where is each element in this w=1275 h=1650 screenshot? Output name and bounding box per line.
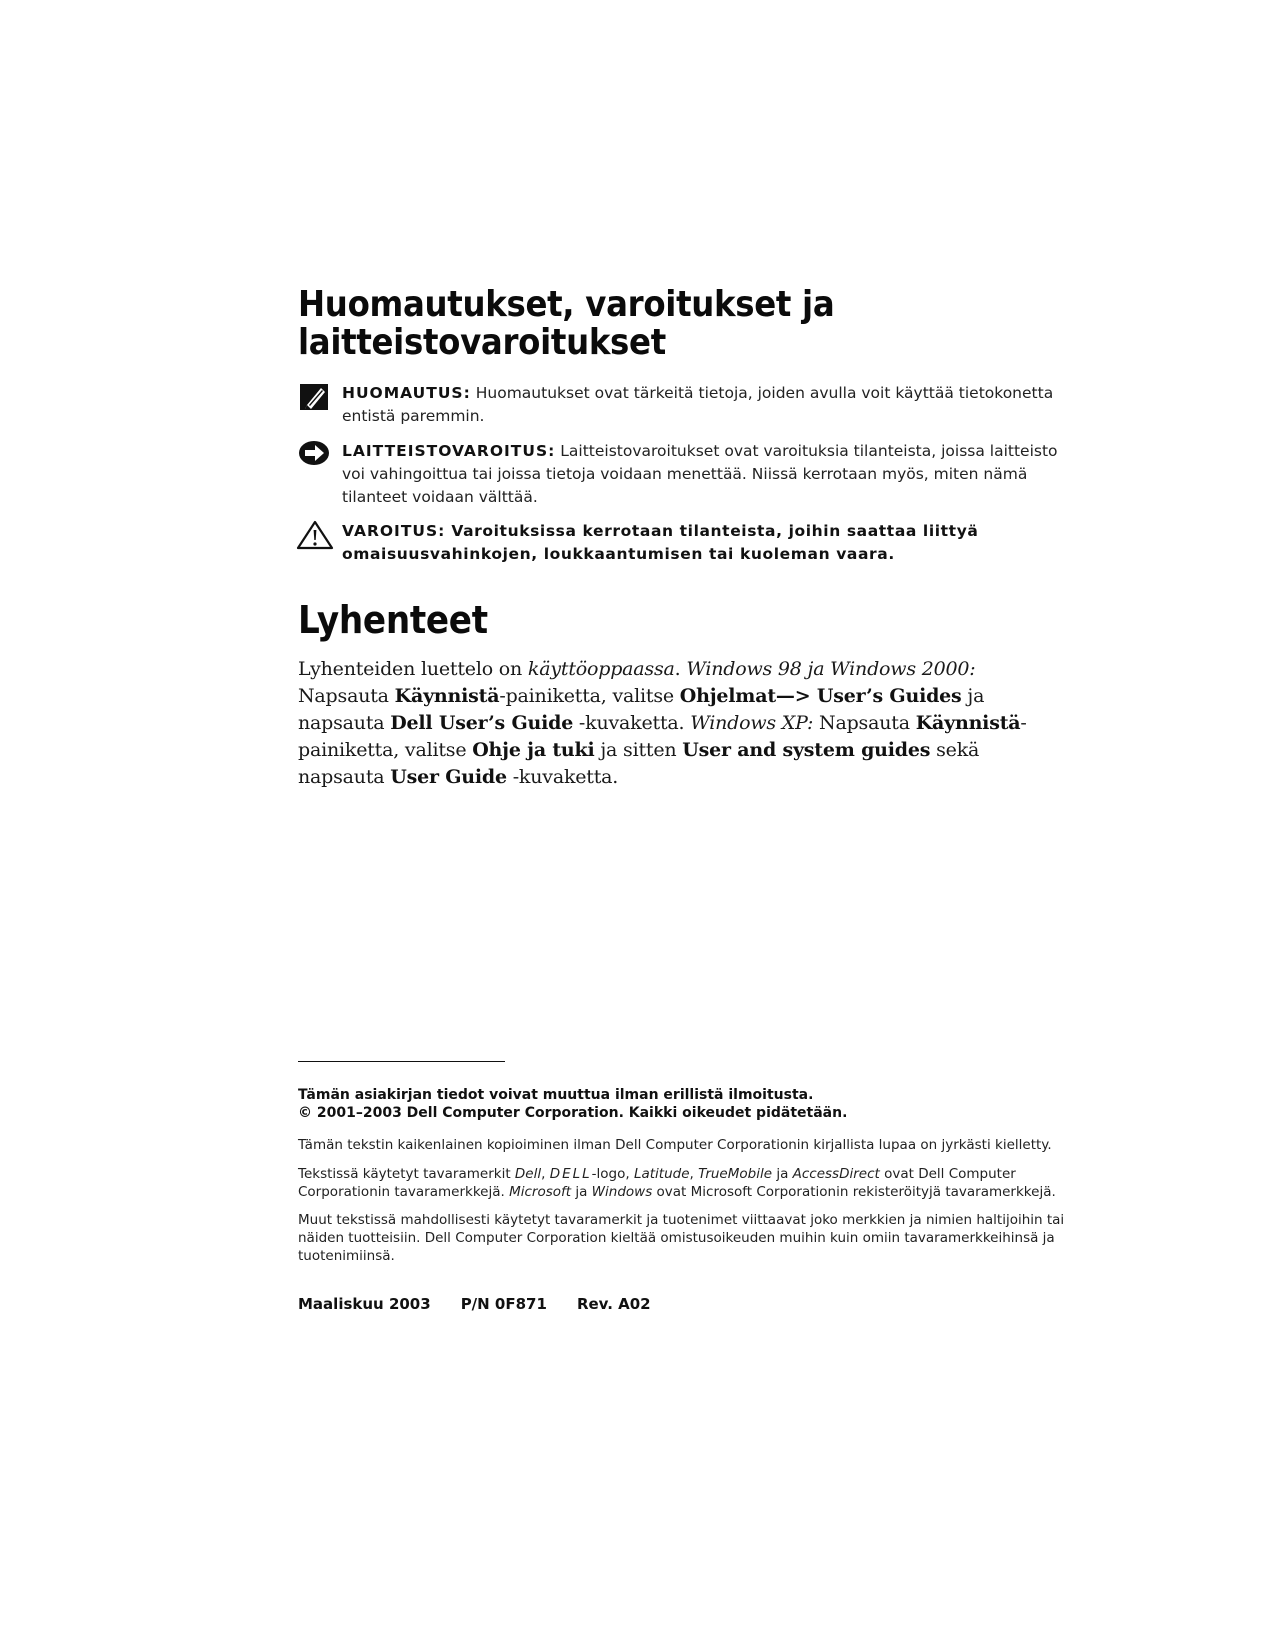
note-text: Huomautukset ovat tärkeitä tietoja, joiden avulla voit käyttää tietokonetta entistä paremmin.	[342, 384, 1054, 425]
part-number: P/N 0F871	[460, 1295, 547, 1313]
copy-prohibited-text: Tämän tekstin kaikenlainen kopioiminen ilman Dell Computer Corporationin kirjallista lupaa on jyrkästi kielletty.	[298, 1137, 1052, 1153]
note-pencil-icon	[298, 382, 332, 412]
document-meta	[298, 1295, 651, 1313]
trademarks-text: Tekstissä käytetyt tavaramerkit Dell, DELL-logo, Latitude, TrueMobile ja AccessDirect ovat Dell Computer Corporationin tavaramerkkejä. Microsoft ja Windows ovat Microsoft Corporationin rekisteröityjä tavaramerkkejä.	[298, 1166, 1056, 1200]
warning-label: VAROITUS:	[342, 522, 446, 540]
note-label: HUOMAUTUS:	[342, 384, 471, 402]
warning-text: Varoituksissa kerrotaan tilanteista, joihin saattaa liittyä omaisuusvahinkojen, loukkaantumisen tai kuoleman vaara.	[342, 522, 979, 563]
hardware-text: Laitteistovaroitukset ovat varoituksia tilanteista, joissa laitteisto voi vahingoittua tai joissa tietoja voidaan menettää. Niissä kerrotaan myös, miten nämä tilanteet voidaan välttää.	[342, 442, 1058, 506]
footer-divider	[298, 1061, 505, 1062]
notice-change-text: Tämän asiakirjan tiedot voivat muuttua ilman erillistä ilmoitusta.	[298, 1087, 814, 1103]
hardware-notice	[298, 440, 1078, 515]
page-title: Huomautukset, varoitukset ja laitteistovaroitukset	[298, 284, 835, 363]
warning-triangle-icon	[296, 520, 334, 550]
note-notice	[298, 382, 1078, 432]
other-trademarks-text: Muut tekstissä mahdollisesti käytetyt tavaramerkit ja tuotenimet viittaavat joko merkkien ja nimien haltijoihin tai näiden tuotteisiin. Dell Computer Corporation kieltää omistusoikeuden muihin kuin omiin tavaramerkkeihinsä ja tuotenimiinsä.	[298, 1212, 1065, 1264]
copyright-text: © 2001–2003 Dell Computer Corporation. Kaikki oikeudet pidätetään.	[298, 1105, 848, 1121]
abbreviations-paragraph: Lyhenteiden luettelo on käyttöoppaassa. Windows 98 ja Windows 2000: Napsauta Käynnistä-painiketta, valitse Ohjelmat—> User’s Guides ja napsauta Dell User’s Guide -kuvaketta. Windows XP: Napsauta Käynnistä-painiketta, valitse Ohje ja tuki ja sitten User and system guides sekä napsauta User Guide -kuvaketta.	[298, 658, 1027, 788]
publication-date: Maaliskuu 2003	[298, 1295, 431, 1313]
hardware-label: LAITTEISTOVAROITUS:	[342, 442, 556, 460]
revision: Rev. A02	[576, 1295, 651, 1313]
warning-notice	[298, 520, 1078, 570]
abbreviations-heading: Lyhenteet	[298, 598, 488, 642]
hardware-warning-arrow-icon	[298, 440, 332, 470]
